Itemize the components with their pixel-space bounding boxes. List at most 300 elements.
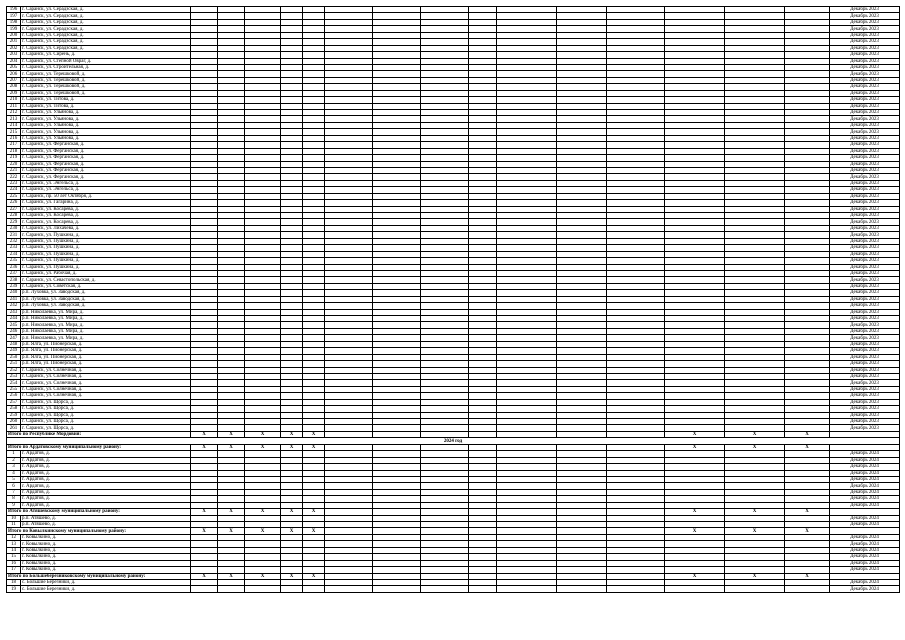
table-cell: Декабрь 2023 [830,373,900,379]
table-cell: Декабрь 2023 [830,225,900,231]
register-sheet [6,6,899,593]
subtotal-cell: X [281,573,303,579]
row-number-cell: 202 [7,45,21,51]
row-number-cell: 243 [7,309,21,315]
address-cell: г. Саранск, ул. Солнечная, д. [21,380,191,386]
address-cell: г. Саранск, ул. Пушкина, д. [21,245,191,251]
row-number-cell: 17 [7,567,21,573]
table-cell: Декабрь 2023 [830,361,900,367]
table-cell: Декабрь 2023 [830,193,900,199]
subtotal-cell: X [191,444,218,450]
address-cell: г. Саранск, ул. Ферганская, д. [21,167,191,173]
row-number-cell: 232 [7,238,21,244]
address-cell: г. Саранск, ул. Ферганская, д. [21,174,191,180]
table-cell: Декабрь 2024 [830,476,900,482]
row-number-cell: 240 [7,290,21,296]
address-cell: р.п. Ялга, ул. Пионерская, д. [21,341,191,347]
address-cell: г. Саранск, ул. Пушкина, д. [21,251,191,257]
table-cell: Декабрь 2023 [830,303,900,309]
row-number-cell: 226 [7,200,21,206]
row-number-cell: 14 [7,547,21,553]
address-cell: г. Саранск, ул. Серадзская, д. [21,39,191,45]
row-number-cell: 206 [7,71,21,77]
table-cell: Декабрь 2023 [830,206,900,212]
address-cell: г. Саранск, ул. Терешковой, д. [21,71,191,77]
subtotal-cell: X [281,431,303,437]
address-cell: г. Саранск, ул. Пушкина, д. [21,264,191,270]
subtotal-cell: X [281,528,303,534]
subtotal-label: Итого по Республике Мордовия: [7,431,191,437]
row-number-cell: 258 [7,406,21,412]
row-number-cell: 18 [7,579,21,585]
table-cell: Декабрь 2023 [830,245,900,251]
row-number-cell: 244 [7,316,21,322]
subtotal-cell: X [303,573,325,579]
row-number-cell: 239 [7,283,21,289]
subtotal-cell: X [245,509,281,515]
address-cell: г. Саранск, ул. Ферганская, д. [21,142,191,148]
table-cell: Декабрь 2023 [830,419,900,425]
table-cell: Декабрь 2023 [830,135,900,141]
address-cell: р.п. Николаевка, ул. Мира, д. [21,309,191,315]
table-cell [607,586,665,592]
table-cell: Декабрь 2023 [830,32,900,38]
address-cell: р.п. Ялга, ул. Пионерская, д. [21,348,191,354]
table-cell: Декабрь 2023 [830,264,900,270]
row-number-cell: 250 [7,354,21,360]
address-cell: г. Ардатов, д. [21,489,191,495]
table-cell: Декабрь 2024 [830,541,900,547]
subtotal-cell: X [245,444,281,450]
address-cell: г. Саранск, ул. Солнечная, д. [21,393,191,399]
table-cell: Декабрь 2023 [830,148,900,154]
subtotal-cell: X [218,509,245,515]
address-cell: г. Саранск, ул. Серадзская, д. [21,45,191,51]
address-cell: р.п. Николаевка, ул. Мира, д. [21,316,191,322]
table-cell: Декабрь 2023 [830,412,900,418]
table-cell: Декабрь 2024 [830,483,900,489]
address-cell: р.п. Николаевка, ул. Мира, д. [21,335,191,341]
address-cell: г. Ардатов, д. [21,483,191,489]
table-cell: Декабрь 2024 [830,502,900,508]
address-cell: г. Ардатов, д. [21,464,191,470]
address-cell: г. Саранск, ул. Рабочая, д. [21,270,191,276]
row-number-cell: 255 [7,386,21,392]
row-number-cell: 207 [7,77,21,83]
row-number-cell: 199 [7,26,21,32]
row-number-cell: 217 [7,142,21,148]
table-cell: Декабрь 2023 [830,322,900,328]
table-cell: Декабрь 2024 [830,554,900,560]
row-number-cell: 198 [7,19,21,25]
table-cell: Декабрь 2023 [830,174,900,180]
table-cell: Декабрь 2023 [830,219,900,225]
address-cell: г. Саранск, ул. Ферганская, д. [21,155,191,161]
table-cell: Декабрь 2023 [830,13,900,19]
address-cell: р.п. Луховка, ул. Заводская, д. [21,303,191,309]
row-number-cell: 8 [7,496,21,502]
row-number-cell: 19 [7,586,21,592]
address-cell: г. Саранск, ул. Терешковой, д. [21,84,191,90]
table-cell: Декабрь 2023 [830,7,900,13]
table-cell: Декабрь 2023 [830,386,900,392]
address-cell: г. Ковылкино, д. [21,534,191,540]
row-number-cell: 15 [7,554,21,560]
row-number-cell: 205 [7,64,21,70]
address-cell: с. Большие Березники, д. [21,586,191,592]
row-number-cell: 9 [7,502,21,508]
table-cell: Декабрь 2023 [830,277,900,283]
row-number-cell: 6 [7,483,21,489]
address-cell: р.п. Николаевка, ул. Мира, д. [21,328,191,334]
row-number-cell: 5 [7,476,21,482]
table-cell: Декабрь 2023 [830,71,900,77]
address-cell: г. Ардатов, д. [21,470,191,476]
address-cell: г. Саранск, ул. Щорса, д. [21,406,191,412]
table-cell: Декабрь 2024 [830,496,900,502]
row-number-cell: 203 [7,52,21,58]
row-number-cell: 229 [7,219,21,225]
table-cell: Декабрь 2023 [830,425,900,431]
row-number-cell: 245 [7,322,21,328]
table-cell: Декабрь 2023 [830,122,900,128]
table-cell [421,586,469,592]
address-cell: с. Большие Березники, д. [21,579,191,585]
subtotal-cell: X [281,444,303,450]
address-cell: г. Саранск, ул. Советская, д. [21,283,191,289]
row-number-cell: 200 [7,32,21,38]
address-cell: г. Саранск, ул. Энгельса, д. [21,187,191,193]
address-cell: г. Саранск, ул. Строительная, д. [21,64,191,70]
row-number-cell: 238 [7,277,21,283]
subtotal-cell: X [303,528,325,534]
row-number-cell: 230 [7,225,21,231]
subtotal-cell: X [725,509,785,515]
table-cell: Декабрь 2023 [830,354,900,360]
table-cell: Декабрь 2023 [830,283,900,289]
subtotal-cell: X [665,528,725,534]
subtotal-cell: X [725,431,785,437]
table-cell: Декабрь 2023 [830,213,900,219]
row-number-cell: 221 [7,167,21,173]
subtotal-cell: X [245,431,281,437]
table-cell [245,586,281,592]
address-cell: р.п. Луховка, ул. Заводская, д. [21,296,191,302]
row-number-cell: 4 [7,470,21,476]
subtotal-cell: X [725,444,785,450]
address-cell: г. Саранск, ул. Ферганская, д. [21,148,191,154]
address-cell: г. Саранск, ул. Ульянова, д. [21,122,191,128]
subtotal-cell: X [303,509,325,515]
table-cell [218,586,245,592]
row-number-cell: 209 [7,90,21,96]
row-number-cell: 252 [7,367,21,373]
table-cell: Декабрь 2023 [830,258,900,264]
address-cell: р.п. Атяшево, д. [21,522,191,528]
table-cell: Декабрь 2024 [830,522,900,528]
table-cell: Декабрь 2023 [830,341,900,347]
address-cell: г. Ковылкино, д. [21,547,191,553]
row-number-cell: 259 [7,412,21,418]
address-cell: г. Саранск, ул. Энгельса, д. [21,180,191,186]
row-number-cell: 11 [7,522,21,528]
row-number-cell: 212 [7,110,21,116]
address-cell: г. Саранск, ул. Щорса, д. [21,412,191,418]
address-cell: г. Саранск, ул. Пушкина, д. [21,258,191,264]
table-cell: Декабрь 2023 [830,84,900,90]
subtotal-cell: X [785,528,830,534]
row-number-cell: 233 [7,245,21,251]
subtotal-cell: X [218,573,245,579]
subtotal-cell: X [218,444,245,450]
subtotal-label: Итого по Ковылкинскому муниципальному району: [7,528,191,534]
address-cell: г. Ардатов, д. [21,457,191,463]
table-cell: Декабрь 2024 [830,534,900,540]
row-number-cell: 210 [7,97,21,103]
subtotal-cell: X [191,431,218,437]
row-number-cell: 224 [7,187,21,193]
table-cell: Декабрь 2023 [830,180,900,186]
subtotal-cell: X [665,444,725,450]
address-cell: г. Саранск, ул. Титова, д. [21,97,191,103]
table-cell [191,586,218,592]
row-number-cell: 3 [7,464,21,470]
table-cell: Декабрь 2023 [830,116,900,122]
address-cell: г. Саранск, ул. Терешковой, д. [21,77,191,83]
subtotal-label: Итого по Ардатовскому муниципальному району: [7,444,191,450]
address-cell: г. Саранск, ул. Серадзская, д. [21,19,191,25]
subtotal-cell: X [725,573,785,579]
table-cell [325,586,373,592]
row-number-cell: 249 [7,348,21,354]
table-cell [373,586,421,592]
table-cell [785,586,830,592]
table-body [7,7,900,593]
address-cell: г. Саранск, ул. Серадзская, д. [21,32,191,38]
address-cell: г. Ковылкино, д. [21,541,191,547]
row-number-cell: 223 [7,180,21,186]
row-number-cell: 7 [7,489,21,495]
row-number-cell: 234 [7,251,21,257]
row-number-cell: 236 [7,264,21,270]
table-cell: Декабрь 2024 [830,567,900,573]
table-cell: Декабрь 2023 [830,142,900,148]
table-cell: Декабрь 2023 [830,45,900,51]
table-cell: Декабрь 2023 [830,406,900,412]
table-cell: Декабрь 2023 [830,77,900,83]
address-cell: г. Саранск, ул. Ульянова, д. [21,135,191,141]
row-number-cell: 260 [7,419,21,425]
address-cell: г. Саранск, ул. Серадзская, д. [21,13,191,19]
address-cell: г. Саранск, ул. Ульянова, д. [21,110,191,116]
address-cell: г. Саранск, ул. Щорса, д. [21,425,191,431]
subtotal-cell: X [218,431,245,437]
table-cell: Декабрь 2023 [830,296,900,302]
table-cell: Декабрь 2023 [830,19,900,25]
table-cell: Декабрь 2023 [830,399,900,405]
table-cell: Декабрь 2023 [830,251,900,257]
table-cell: Декабрь 2023 [830,97,900,103]
address-cell: г. Ардатов, д. [21,476,191,482]
address-cell: г. Саранск, ул. Серадзская, д. [21,7,191,13]
address-cell: г. Ковылкино, д. [21,560,191,566]
subtotal-cell: X [191,528,218,534]
row-number-cell: 251 [7,361,21,367]
address-cell: г. Саранск, ул. Сирень, д. [21,52,191,58]
table-cell: Декабрь 2023 [830,270,900,276]
table-cell: Декабрь 2023 [830,103,900,109]
address-cell: г. Ардатов, д. [21,502,191,508]
row-number-cell: 257 [7,399,21,405]
row-number-cell: 197 [7,13,21,19]
address-cell: г. Ардатов, д. [21,496,191,502]
address-cell: г. Саранск, ул. Степной Овраг, д. [21,58,191,64]
table-cell [725,586,785,592]
subtotal-cell: X [245,573,281,579]
row-number-cell: 256 [7,393,21,399]
table-cell [469,586,497,592]
row-number-cell: 211 [7,103,21,109]
row-number-cell: 218 [7,148,21,154]
table-cell: Декабрь 2023 [830,155,900,161]
table-cell: Декабрь 2023 [830,187,900,193]
row-number-cell: 261 [7,425,21,431]
table-cell: Декабрь 2023 [830,348,900,354]
subtotal-label: Итого по Атяшевскому муниципальному району: [7,509,191,515]
subtotal-cell: X [191,573,218,579]
address-cell: г. Саранск, ул. Солнечная, д. [21,386,191,392]
table-cell: Декабрь 2023 [830,232,900,238]
row-number-cell: 10 [7,515,21,521]
address-cell: р.п. Ялга, ул. Пионерская, д. [21,361,191,367]
table-cell: Декабрь 2023 [830,309,900,315]
row-number-cell: 253 [7,373,21,379]
address-cell: г. Саранск, ул. Солнечная, д. [21,373,191,379]
address-cell: г. Саранск, ул. Пушкина, д. [21,232,191,238]
table-cell [303,586,325,592]
row-number-cell: 222 [7,174,21,180]
address-cell: г. Саранск, ул. Серадзская, д. [21,26,191,32]
address-cell: г. Саранск, ул. Лихачева, д. [21,225,191,231]
table-cell: Декабрь 2023 [830,26,900,32]
row-number-cell: 225 [7,193,21,199]
table-cell: Декабрь 2023 [830,64,900,70]
subtotal-cell: X [785,431,830,437]
row-number-cell: 220 [7,161,21,167]
address-cell: г. Саранск, пр. 50 лет Октября, д. [21,193,191,199]
table-cell [281,586,303,592]
table-cell: Декабрь 2023 [830,39,900,45]
table-cell [557,586,607,592]
repair-register-table [6,6,900,593]
row-number-cell: 219 [7,155,21,161]
address-cell: г. Саранск, ул. Ульянова, д. [21,116,191,122]
table-cell: Декабрь 2023 [830,161,900,167]
row-number-cell: 235 [7,258,21,264]
address-cell: г. Саранск, ул. Щорса, д. [21,419,191,425]
row-number-cell: 237 [7,270,21,276]
table-cell: Декабрь 2024 [830,464,900,470]
row-number-cell: 213 [7,116,21,122]
table-row [7,586,900,592]
address-cell: г. Саранск, ул. Щорса, д. [21,399,191,405]
table-cell: Декабрь 2023 [830,129,900,135]
subtotal-cell: X [785,573,830,579]
table-cell: Декабрь 2023 [830,200,900,206]
subtotal-cell: X [303,444,325,450]
table-cell: Декабрь 2024 [830,451,900,457]
address-cell: г. Саранск, ул. Ферганская, д. [21,161,191,167]
row-number-cell: 201 [7,39,21,45]
row-number-cell: 247 [7,335,21,341]
subtotal-cell: X [665,431,725,437]
table-cell: Декабрь 2023 [830,380,900,386]
address-cell: г. Саранск, ул. Косарева, д. [21,213,191,219]
address-cell: г. Саранск, ул. Титова, д. [21,103,191,109]
row-number-cell: 16 [7,560,21,566]
address-cell: г. Ковылкино, д. [21,554,191,560]
table-cell: Декабрь 2023 [830,52,900,58]
address-cell: г. Ардатов, д. [21,451,191,457]
table-cell: Декабрь 2024 [830,586,900,592]
row-number-cell: 204 [7,58,21,64]
table-cell: Декабрь 2024 [830,560,900,566]
table-cell: Декабрь 2024 [830,515,900,521]
table-cell: Декабрь 2024 [830,547,900,553]
table-cell [665,586,725,592]
address-cell: р.п. Ялга, ул. Пионерская, д. [21,354,191,360]
row-number-cell: 2 [7,457,21,463]
table-cell: Декабрь 2023 [830,335,900,341]
table-cell: Декабрь 2024 [830,489,900,495]
row-number-cell: 196 [7,7,21,13]
subtotal-cell: X [665,573,725,579]
address-cell: г. Саранск, ул. Косарева, д. [21,206,191,212]
row-number-cell: 248 [7,341,21,347]
year-band-label: 2024 год [7,438,900,444]
subtotal-cell: X [218,528,245,534]
row-number-cell: 242 [7,303,21,309]
address-cell: г. Саранск, ул. Терешковой, д. [21,90,191,96]
table-cell: Декабрь 2023 [830,238,900,244]
table-cell: Декабрь 2023 [830,110,900,116]
subtotal-cell: X [191,509,218,515]
subtotal-cell: X [785,509,830,515]
row-number-cell: 1 [7,451,21,457]
row-number-cell: 214 [7,122,21,128]
table-cell: Декабрь 2023 [830,393,900,399]
row-number-cell: 227 [7,206,21,212]
address-cell: г. Ковылкино, д. [21,567,191,573]
table-cell: Декабрь 2023 [830,367,900,373]
address-cell: г. Саранск, ул. Косарева, д. [21,219,191,225]
address-cell: г. Саранск, ул. Гагарина, д. [21,200,191,206]
row-number-cell: 228 [7,213,21,219]
subtotal-label: Итого по Большеберезниковскому муниципальному району: [7,573,191,579]
address-cell: р.п. Атяшево, д. [21,515,191,521]
address-cell: г. Саранск, ул. Пушкина, д. [21,238,191,244]
address-cell: р.п. Луховка, ул. Заводская, д. [21,290,191,296]
row-number-cell: 241 [7,296,21,302]
address-cell: г. Саранск, ул. Солнечная, д. [21,367,191,373]
subtotal-cell: X [785,444,830,450]
row-number-cell: 12 [7,534,21,540]
table-cell: Декабрь 2023 [830,90,900,96]
subtotal-cell: X [303,431,325,437]
address-cell: г. Саранск, ул. Севастопольская, д. [21,277,191,283]
table-cell: Декабрь 2024 [830,470,900,476]
table-cell: Декабрь 2023 [830,328,900,334]
